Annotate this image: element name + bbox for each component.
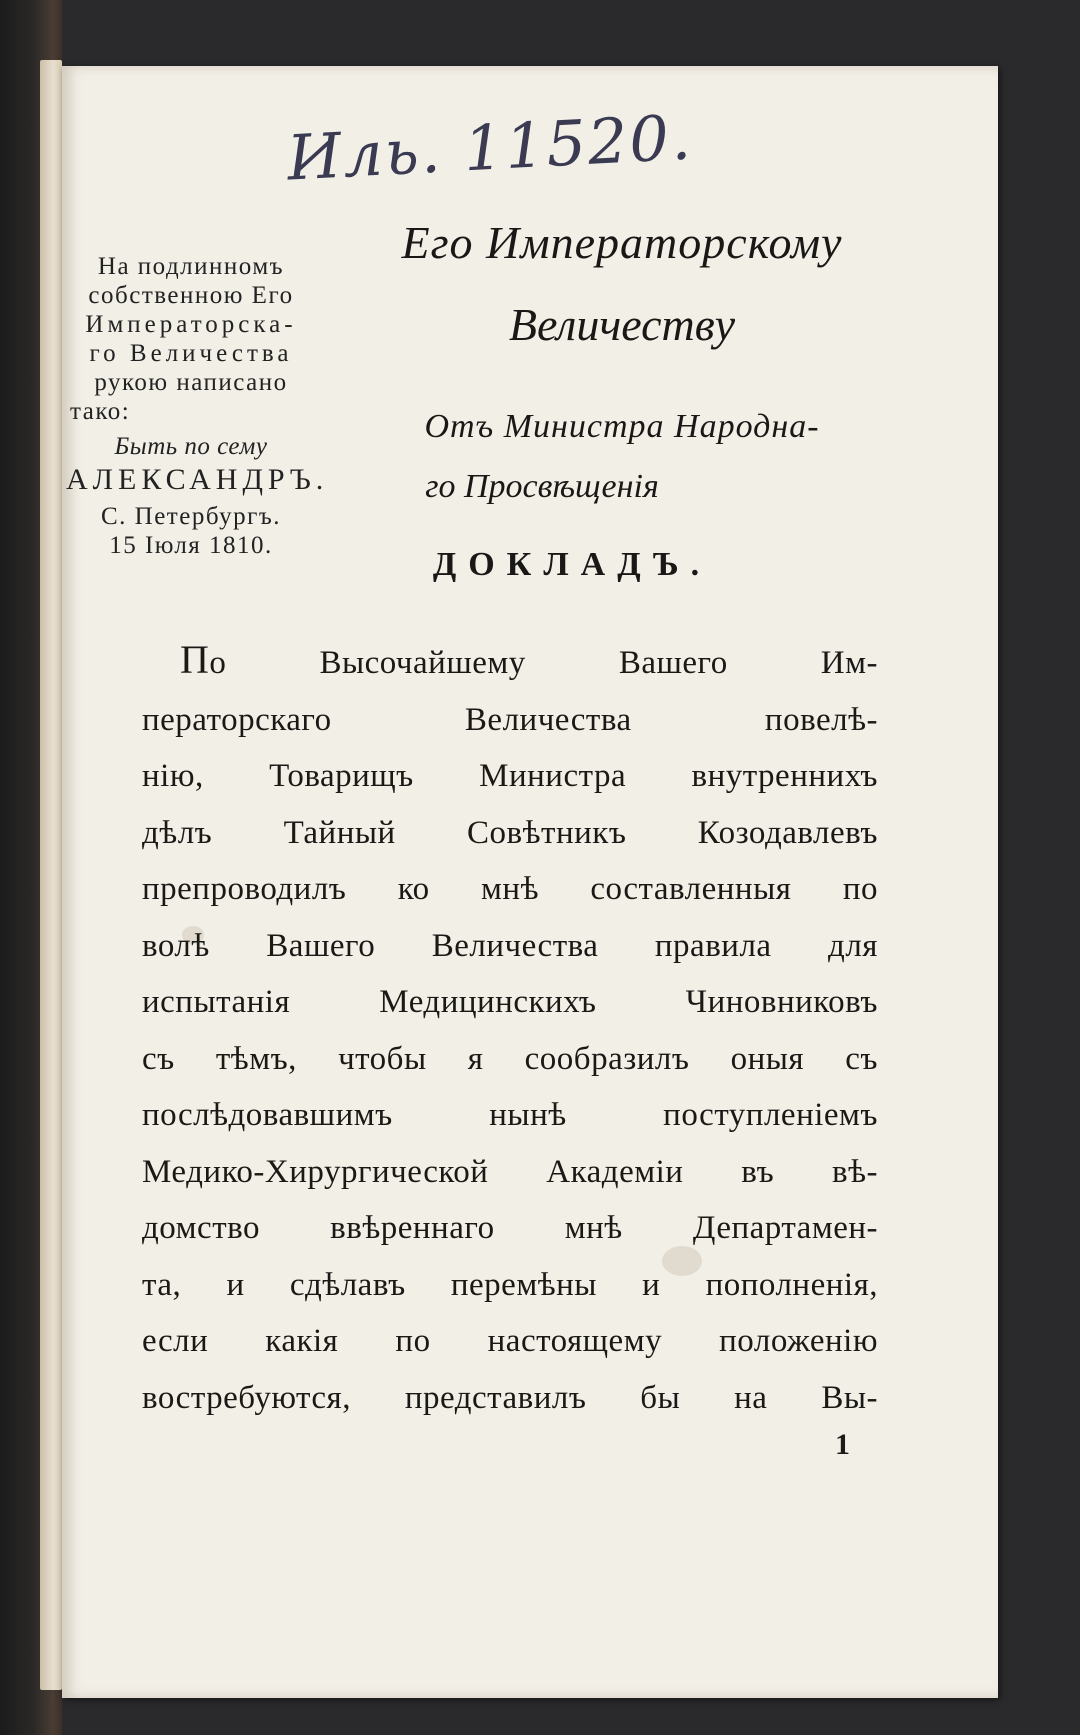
address-line-1: Его Императорскому <box>401 217 843 268</box>
margin-note-line: собственною Его <box>88 282 294 309</box>
margin-note-line: тако: <box>70 398 131 425</box>
body-line: послѣдовавшимъ нынѣ поступленіемъ <box>142 1097 878 1133</box>
body-line: дѣлъ Тайный Совѣтникъ Козодавлевъ <box>142 814 878 851</box>
from-line-2: го Просвѣщенія <box>425 468 659 505</box>
page-number: 1 <box>835 1428 850 1461</box>
body-line: препроводилъ ко мнѣ составленныя по <box>142 871 878 907</box>
handwritten-shelfmark: Иль. 11520. <box>285 100 695 195</box>
drop-letter: П <box>180 637 210 682</box>
body-line: ператорскаго Величества повелѣ- <box>142 701 878 738</box>
report-body <box>142 632 878 1426</box>
body-line: испытанія Медицинскихъ Чиновниковъ <box>142 984 878 1020</box>
body-line: съ тѣмъ, чтобы я сообразилъ оныя съ <box>142 1040 878 1077</box>
document-page <box>62 66 998 1698</box>
body-line: волѣ Вашего Величества правила для <box>142 927 878 964</box>
date-of-signing: 15 Іюля 1810. <box>109 532 273 559</box>
body-line: если какія по настоящему положенію <box>142 1323 878 1359</box>
previous-page-edge <box>40 60 62 1690</box>
body-line: Медико-Хирургической Академіи въ вѣ- <box>142 1153 878 1190</box>
body-line: востребуются, представилъ бы на Вы- <box>142 1379 878 1416</box>
body-line: домство ввѣреннаго мнѣ Департамен- <box>142 1210 878 1246</box>
from-line-1: Отъ Министра Народна- <box>424 408 820 445</box>
imperial-resolution: Быть по сему <box>114 433 268 460</box>
body-line: По Высочайшему Вашего Им- <box>180 637 878 682</box>
place-of-signing: С. Петербургъ. <box>100 503 282 530</box>
body-line: нію, Товарищъ Министра внутреннихъ <box>142 758 878 794</box>
margin-note-line: рукою написано <box>94 369 288 396</box>
imperial-signature: АЛЕКСАНДРЪ. <box>66 463 329 496</box>
margin-note-line: Императорска- <box>85 311 297 338</box>
margin-note <box>66 252 329 560</box>
margin-note-line: го Величества <box>89 340 293 367</box>
document-title: ДОКЛАДЪ. <box>432 546 712 583</box>
margin-note-line: На подлинномъ <box>97 253 285 280</box>
address-line-2: Величеству <box>508 299 736 350</box>
body-line: та, и сдѣлавъ перемѣны и пополненія, <box>142 1266 878 1303</box>
